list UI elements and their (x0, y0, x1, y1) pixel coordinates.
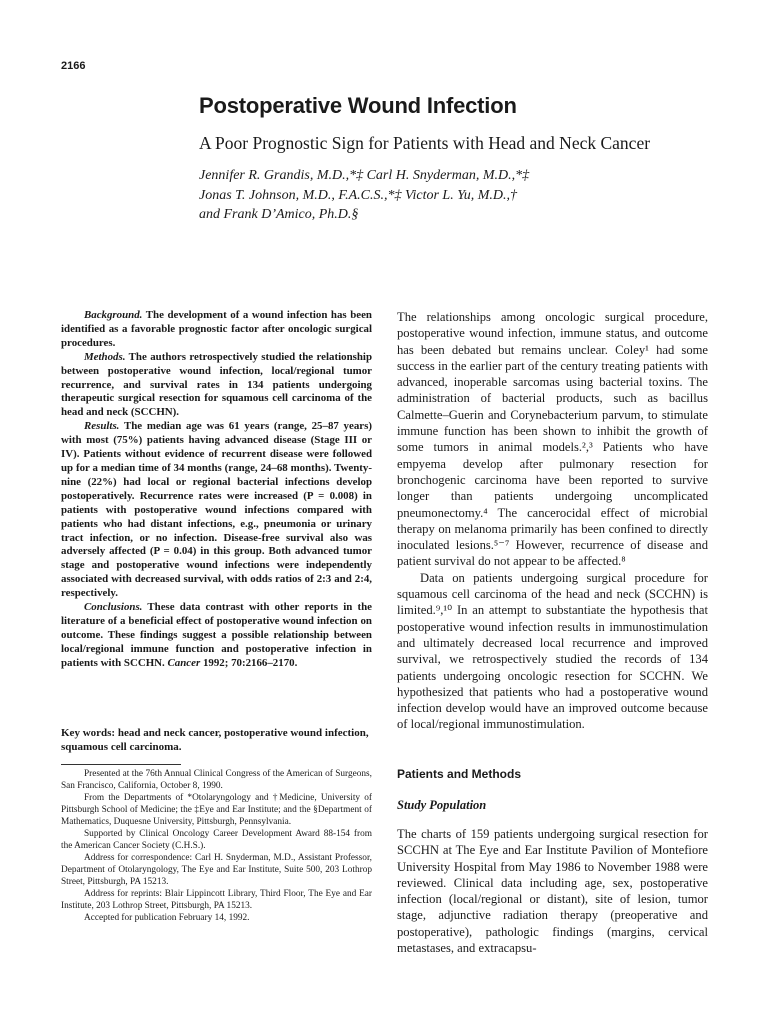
abstract (61, 309, 372, 671)
footnote: From the Departments of *Otolaryngology and †Medicine, University of Pittsburgh School of Medicine; the ‡Eye and Ear Institute; and the §Department of Mathematics, Duquesne University, Pittsburgh, Pennsylvania. (61, 793, 372, 827)
footnotes (61, 768, 372, 924)
author-line: Jonas T. Johnson, M.D., F.A.C.S.,*‡ Victor L. Yu, M.D.,† (199, 187, 517, 203)
methods-text (397, 826, 708, 956)
abstract-results (61, 420, 372, 601)
abstract-conclusions-heading: Conclusions. (84, 601, 143, 614)
subsection-heading: Study Population (397, 798, 487, 812)
abstract-background (61, 309, 372, 351)
abstract-results-heading: Results. (84, 420, 120, 433)
abstract-conclusions-text: These data contrast with other reports in the literature of a beneficial effect of postoperative wound infection on outcome. These findings suggest a possible relationship between local/regional immune function and postoperative infection in patients with SCCHN. (61, 601, 372, 669)
article-title: Postoperative Wound Infection (199, 93, 517, 118)
article-subtitle: A Poor Prognostic Sign for Patients with Head and Neck Cancer (199, 133, 651, 153)
abstract-methods-text: The authors retrospectively studied the relationship between postoperative wound infection, local/regional tumor recurrence, and survival rates in 134 patients undergoing therapeutic surgical resection for squamous cell carcinoma of the head and neck (SCCHN). (61, 350, 372, 419)
footnote: Accepted for publication February 14, 1992. (84, 913, 250, 923)
body-paragraph: The relationships among oncologic surgical procedure, postoperative wound infection, immune status, and outcome has been debated but remains unclear. Coley¹ had some success in the earlier part of the century treating patients with advanced, inoperable sarcomas using bacterial toxins. The administration of bacterial products, such as bacillus Calmette–Guerin and Corynebacterium parvum, to stimulate immune function has been shown to inhibit the growth of some tumors in animal models.²,³ Patients who have empyema develop after pulmonary resection for bronchogenic carcinoma have been reported to survive longer than patients undergoing uncomplicated pneumonectomy.⁴ The cancerocidal effect of microbial therapy on melanoma primarily has been confined to directly inoculated lesions.⁵⁻⁷ However, recurrence of disease and patient survival do not appear to be affected.⁸ (397, 310, 708, 569)
section-heading: Patients and Methods (397, 767, 522, 781)
abstract-conclusions (61, 601, 372, 671)
author-line: Jennifer R. Grandis, M.D.,*‡ Carl H. Snyderman, M.D.,*‡ (199, 168, 530, 183)
page-number: 2166 (61, 60, 86, 72)
footnote: Address for reprints: Blair Lippincott Library, Third Floor, The Eye and Ear Institute, 203 Lothrop Street, Pittsburgh, PA 15213. (61, 889, 372, 911)
abstract-results-text: The median age was 61 years (range, 25–87 years) with most (75%) patients having advanced disease (Stage III or IV). Patients without evidence of recurrent disease were followed up for a median time of 34 months (range, 24–68 months). Twenty-nine (22%) had local or regional bacterial infections develop postoperatively. Recurrence rates were increased (P = 0.008) in patients with postoperative wound infections compared with patients who had distant infections, e.g., pneumonia or urinary tract infection, or no infection. Disease-free survival also was adversely affected (P = 0.04) in this group. Both advanced tumor stage and postoperative wound infections were independently associated with decreased survival, with odds ratios of 2:3 and 2:4, respectively. (61, 420, 372, 600)
abstract-background-text: The development of a wound infection has been identified as a favorable prognostic factor after oncologic surgical procedures. (61, 309, 372, 349)
author-line: and Frank D’Amico, Ph.D.§ (199, 207, 359, 222)
introduction (397, 309, 708, 733)
author-list (199, 166, 529, 225)
footnote: Address for correspondence: Carl H. Snyderman, M.D., Assistant Professor, Department of Otolaryngology, The Eye and Ear Institute, Suite 500, 203 Lothrop Street, Pittsburgh, PA 15213. (61, 853, 372, 887)
body-paragraph: The charts of 159 patients undergoing surgical resection for SCCHN at The Eye and Ear Institute Pavilion of Montefiore University Hospital from May 1986 to November 1988 were reviewed. Clinical data including age, sex, postoperative infection (local/regional or distant), site of lesion, tumor stage, adjunctive radiation therapy (preoperative and postoperative), pathologic findings (margins, cervical metastases, and extracapsu- (397, 827, 708, 956)
citation-journal: Cancer (167, 656, 201, 669)
body-paragraph: Data on patients undergoing surgical procedure for squamous cell carcinoma of the head and neck (SCCHN) is limited.⁹,¹⁰ In an attempt to substantiate the hypothesis that postoperative wound infection results in immunostimulation and ultimately decreased local recurrence and improved survival, we retrospectively studied the records of 134 patients undergoing oncologic resection for SCCHN. We hypothesized that patients who had a postoperative wound infection develop would have an improved outcome because of local/regional immunostimulation. (397, 570, 708, 732)
footnote: Supported by Clinical Oncology Career Development Award 88-154 from the American Cancer Society (C.H.S.). (61, 829, 372, 851)
footnote: Presented at the 76th Annual Clinical Congress of the American of Surgeons, San Francisco, California, October 8, 1990. (61, 769, 372, 791)
abstract-background-heading: Background. (84, 309, 143, 321)
citation-details: 1992; 70:2166–2170. (202, 656, 298, 669)
keywords: Key words: head and neck cancer, postoperative wound infection, squamous cell carcinoma. (61, 727, 369, 753)
abstract-methods-heading: Methods. (84, 350, 126, 363)
abstract-methods (61, 351, 372, 421)
footnote-divider (61, 764, 181, 765)
